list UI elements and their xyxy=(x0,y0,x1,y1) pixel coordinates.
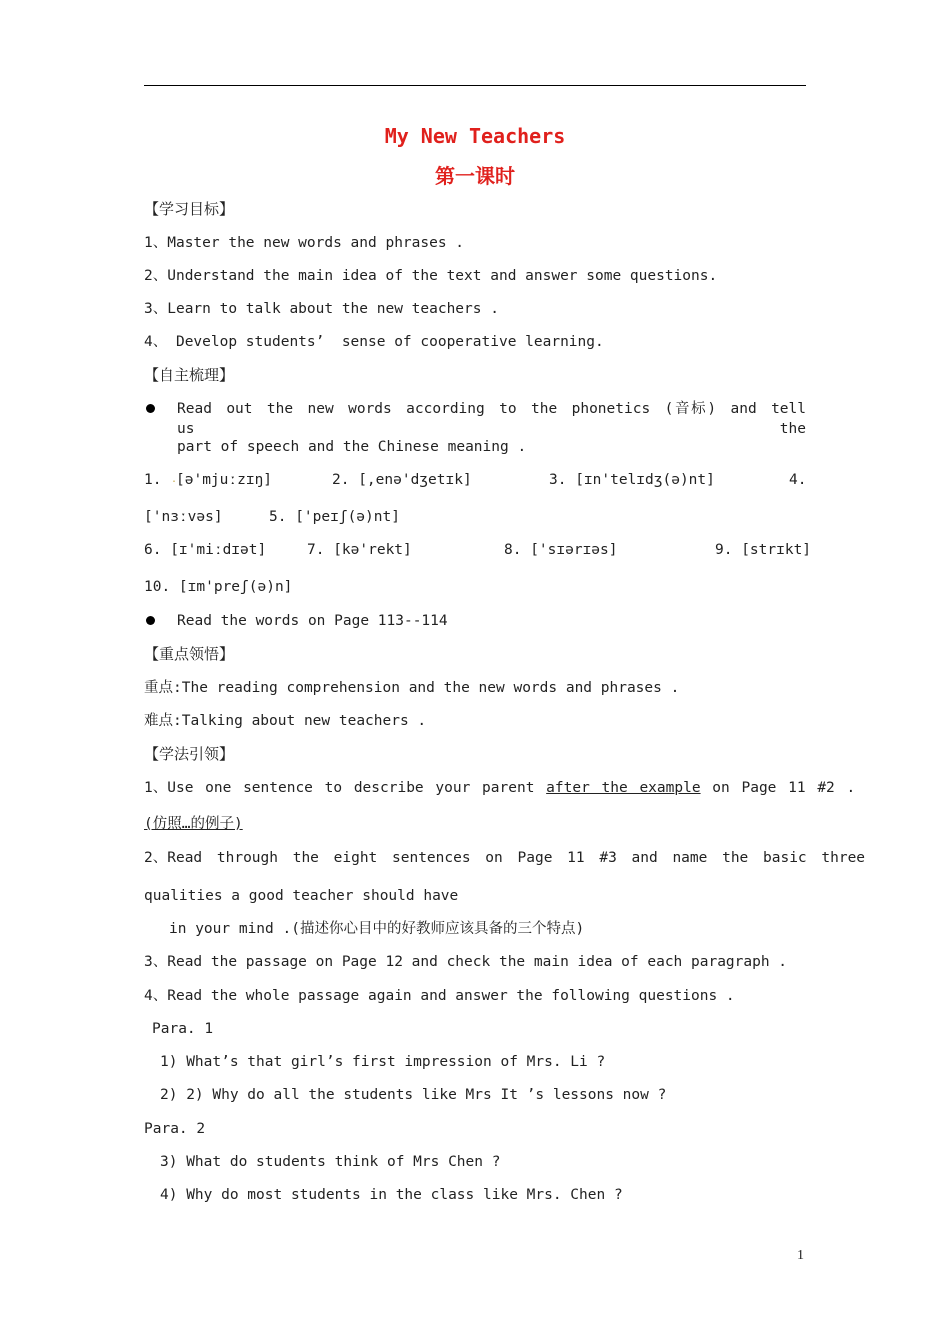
phonetic-word: 3. [ɪn'telɪdʒ(ə)nt] xyxy=(549,472,715,488)
question-item: 1) What’s that girl’s first impression of Mrs. Li ? xyxy=(160,1054,606,1070)
method-item: 2、Read through the eight sentences on Page 11 #3 and name the basic three xyxy=(144,850,866,866)
underlined-phrase: after the example xyxy=(546,780,701,796)
phonetic-word: [ə'mjuːzɪŋ] xyxy=(176,472,273,488)
goals-heading: 【学习目标】 xyxy=(144,200,235,218)
mark-icon: . xyxy=(171,474,178,485)
phonetic-word: ['nɜːvəs] xyxy=(144,509,223,525)
bullet-text xyxy=(177,399,806,439)
bullet-icon xyxy=(146,404,155,413)
phonetic-word: 7. [kə'rekt] xyxy=(307,542,412,558)
method-note: (仿照…的例子) xyxy=(144,816,243,832)
phonetic-row xyxy=(144,470,806,490)
method-heading: 【学法引领】 xyxy=(144,745,235,763)
paragraph-label: Para. 2 xyxy=(144,1121,206,1137)
page-number: 1 xyxy=(797,1248,804,1263)
goal-item: 1、Master the new words and phrases . xyxy=(144,235,465,251)
difficult-point: 难点:Talking about new teachers . xyxy=(144,713,427,729)
goal-item: 2、Understand the main idea of the text and answer some questions. xyxy=(144,268,718,284)
paragraph-label: Para. 1 xyxy=(152,1021,214,1037)
question-item: 3) What do students think of Mrs Chen ? xyxy=(160,1154,501,1170)
phonetic-word: 2. [,enə'dʒetɪk] xyxy=(332,472,472,488)
method-text: on Page 11 #2 . xyxy=(700,780,856,796)
phonetic-row xyxy=(144,577,806,597)
phonetic-word: 8. ['sɪərɪəs] xyxy=(504,542,618,558)
phonetic-num: 1. xyxy=(144,472,171,488)
method-item-cont: qualities a good teacher should have xyxy=(144,888,459,904)
phonetic-word: 5. ['peɪʃ(ə)nt] xyxy=(269,509,400,525)
phonetic-word: 9. [strɪkt] xyxy=(715,542,812,558)
goal-item: 3、Learn to talk about the new teachers . xyxy=(144,301,499,317)
phonetic-num: 4. xyxy=(789,472,807,488)
phonetic-word: 10. [ɪm'preʃ(ə)n] xyxy=(144,579,293,595)
bullet-text-cont: part of speech and the Chinese meaning . xyxy=(177,439,527,455)
key-point: 重点:The reading comprehension and the new words and phrases . xyxy=(144,680,680,696)
page-subtitle: 第一课时 xyxy=(435,164,515,188)
self-study-heading: 【自主梳理】 xyxy=(144,366,235,384)
goal-item: 4、 Develop students’ sense of cooperative learning. xyxy=(144,334,604,350)
method-item xyxy=(144,778,856,798)
phonetic-word: 6. [ɪ'miːdɪət] xyxy=(144,542,267,558)
method-item: 4、Read the whole passage again and answer the following questions . xyxy=(144,988,735,1004)
page-title: My New Teachers xyxy=(384,124,566,148)
question-item: 2) 2) Why do all the students like Mrs It ’s lessons now ? xyxy=(160,1087,667,1103)
method-text: 1、Use one sentence to describe your parent xyxy=(144,780,547,796)
bullet-icon xyxy=(146,616,155,625)
bullet-text-line: Read out the new words according to the phonetics (音标) and tell us the xyxy=(177,401,806,437)
phonetic-row xyxy=(144,540,812,560)
phonetic-row xyxy=(144,507,806,527)
method-item: 3、Read the passage on Page 12 and check the main idea of each paragraph . xyxy=(144,954,788,970)
header-rule xyxy=(144,85,806,86)
key-points-heading: 【重点领悟】 xyxy=(144,645,235,663)
question-item: 4) Why do most students in the class like Mrs. Chen ? xyxy=(160,1187,623,1203)
method-item-cont: in your mind .(描述你心目中的好教师应该具备的三个特点) xyxy=(169,921,585,937)
bullet-text: Read the words on Page 113--114 xyxy=(177,613,448,629)
